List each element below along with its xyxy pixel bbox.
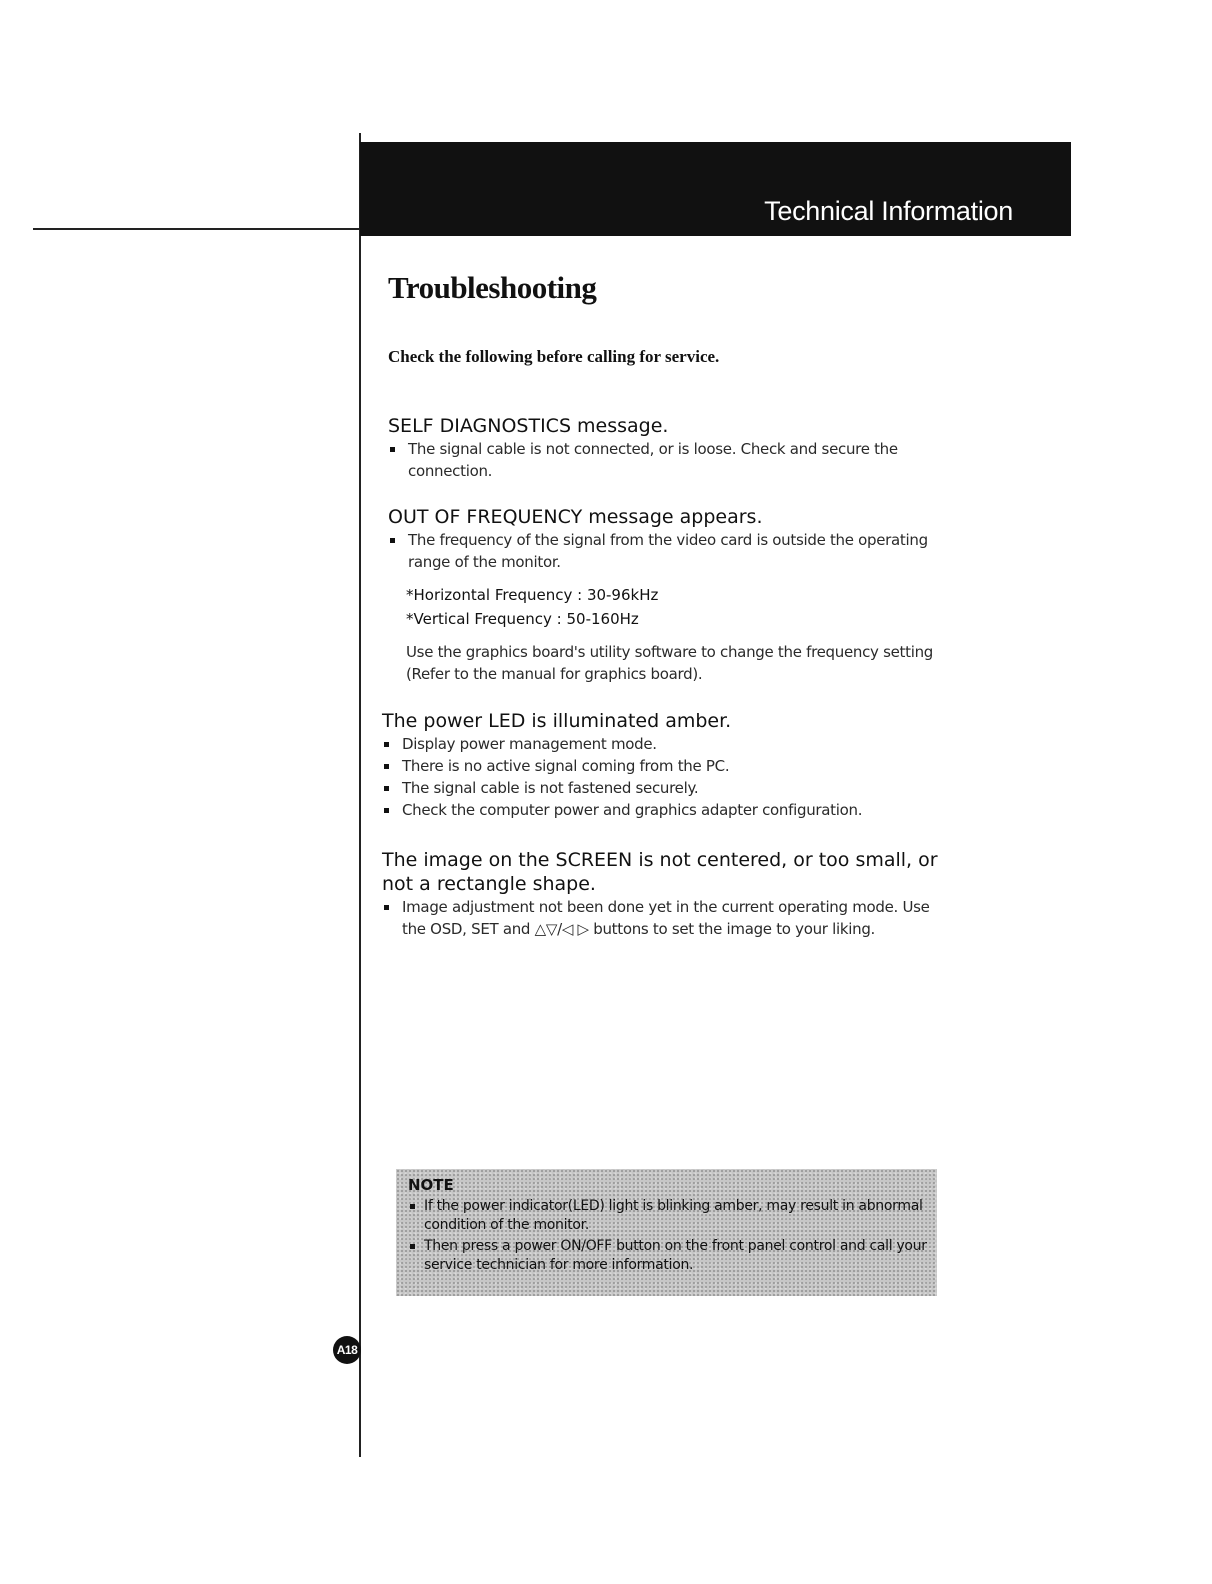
- bullet-icon: [384, 808, 389, 813]
- section-heading: OUT OF FREQUENCY message appears.: [388, 506, 763, 528]
- note-box: [396, 1169, 937, 1296]
- frequency-note: Use the graphics board's utility software to change the frequency setting (Refer to the manual for graphics board).: [406, 643, 933, 683]
- horizontal-frequency: *Horizontal Frequency : 30-96kHz: [406, 586, 659, 604]
- note-item: [408, 1237, 927, 1275]
- section-self-diagnostics: [388, 414, 958, 482]
- header-side-rule: [33, 228, 361, 230]
- bullet-icon: [390, 447, 395, 452]
- list-item: [388, 529, 958, 573]
- bullet-list: [382, 896, 942, 940]
- header-title: Technical Information: [764, 196, 1013, 226]
- bullet-icon: [384, 764, 389, 769]
- section-heading: The image on the SCREEN is not centered, or too small, or not a rectangle shape.: [382, 849, 938, 895]
- list-item: [382, 733, 952, 755]
- list-item-text: Check the computer power and graphics adapter configuration.: [402, 801, 863, 819]
- bullet-icon: [410, 1204, 415, 1209]
- list-item: [388, 438, 958, 482]
- bullet-list: [388, 438, 958, 482]
- list-item-text: The signal cable is not fastened securely.: [402, 779, 699, 797]
- note-title: NOTE: [408, 1176, 454, 1194]
- list-item-text: There is no active signal coming from the PC.: [402, 757, 730, 775]
- bullet-list: [388, 529, 958, 573]
- bullet-icon: [390, 538, 395, 543]
- list-item: [382, 799, 952, 821]
- intro-text: Check the following before calling for service.: [388, 347, 720, 366]
- section-power-led-amber: [382, 709, 952, 821]
- bullet-icon: [384, 786, 389, 791]
- section-image-not-centered: [382, 848, 942, 940]
- bullet-icon: [384, 905, 389, 910]
- list-item-text: The signal cable is not connected, or is loose. Check and secure the connection.: [408, 440, 898, 480]
- note-item-text: If the power indicator(LED) light is blinking amber, may result in abnormal condition of the monitor.: [424, 1198, 923, 1233]
- list-item-text: The frequency of the signal from the video card is outside the operating range of the monitor.: [408, 531, 928, 571]
- section-out-of-frequency: [388, 505, 958, 685]
- list-item: [382, 896, 942, 940]
- section-heading: The power LED is illuminated amber.: [382, 710, 732, 732]
- frequency-specs: [388, 583, 958, 631]
- list-item: [382, 777, 952, 799]
- note-list: [408, 1197, 927, 1275]
- bullet-list: [382, 733, 952, 821]
- list-item: [382, 755, 952, 777]
- vertical-frequency: *Vertical Frequency : 50-160Hz: [406, 610, 639, 628]
- page-number-badge: A18: [333, 1336, 361, 1364]
- bullet-icon: [410, 1244, 415, 1249]
- page-title: Troubleshooting: [388, 270, 597, 305]
- section-heading: SELF DIAGNOSTICS message.: [388, 415, 669, 437]
- list-item-text: Display power management mode.: [402, 735, 657, 753]
- note-item: [408, 1197, 927, 1235]
- header-bar: [360, 142, 1071, 236]
- list-item-text: Image adjustment not been done yet in the current operating mode. Use the OSD, SET and △▽/◁ ▷ buttons to set the image to your liking.: [402, 898, 930, 938]
- note-item-text: Then press a power ON/OFF button on the front panel control and call your service technician for more information.: [424, 1238, 927, 1273]
- bullet-icon: [384, 742, 389, 747]
- left-margin-rule: [359, 133, 361, 1457]
